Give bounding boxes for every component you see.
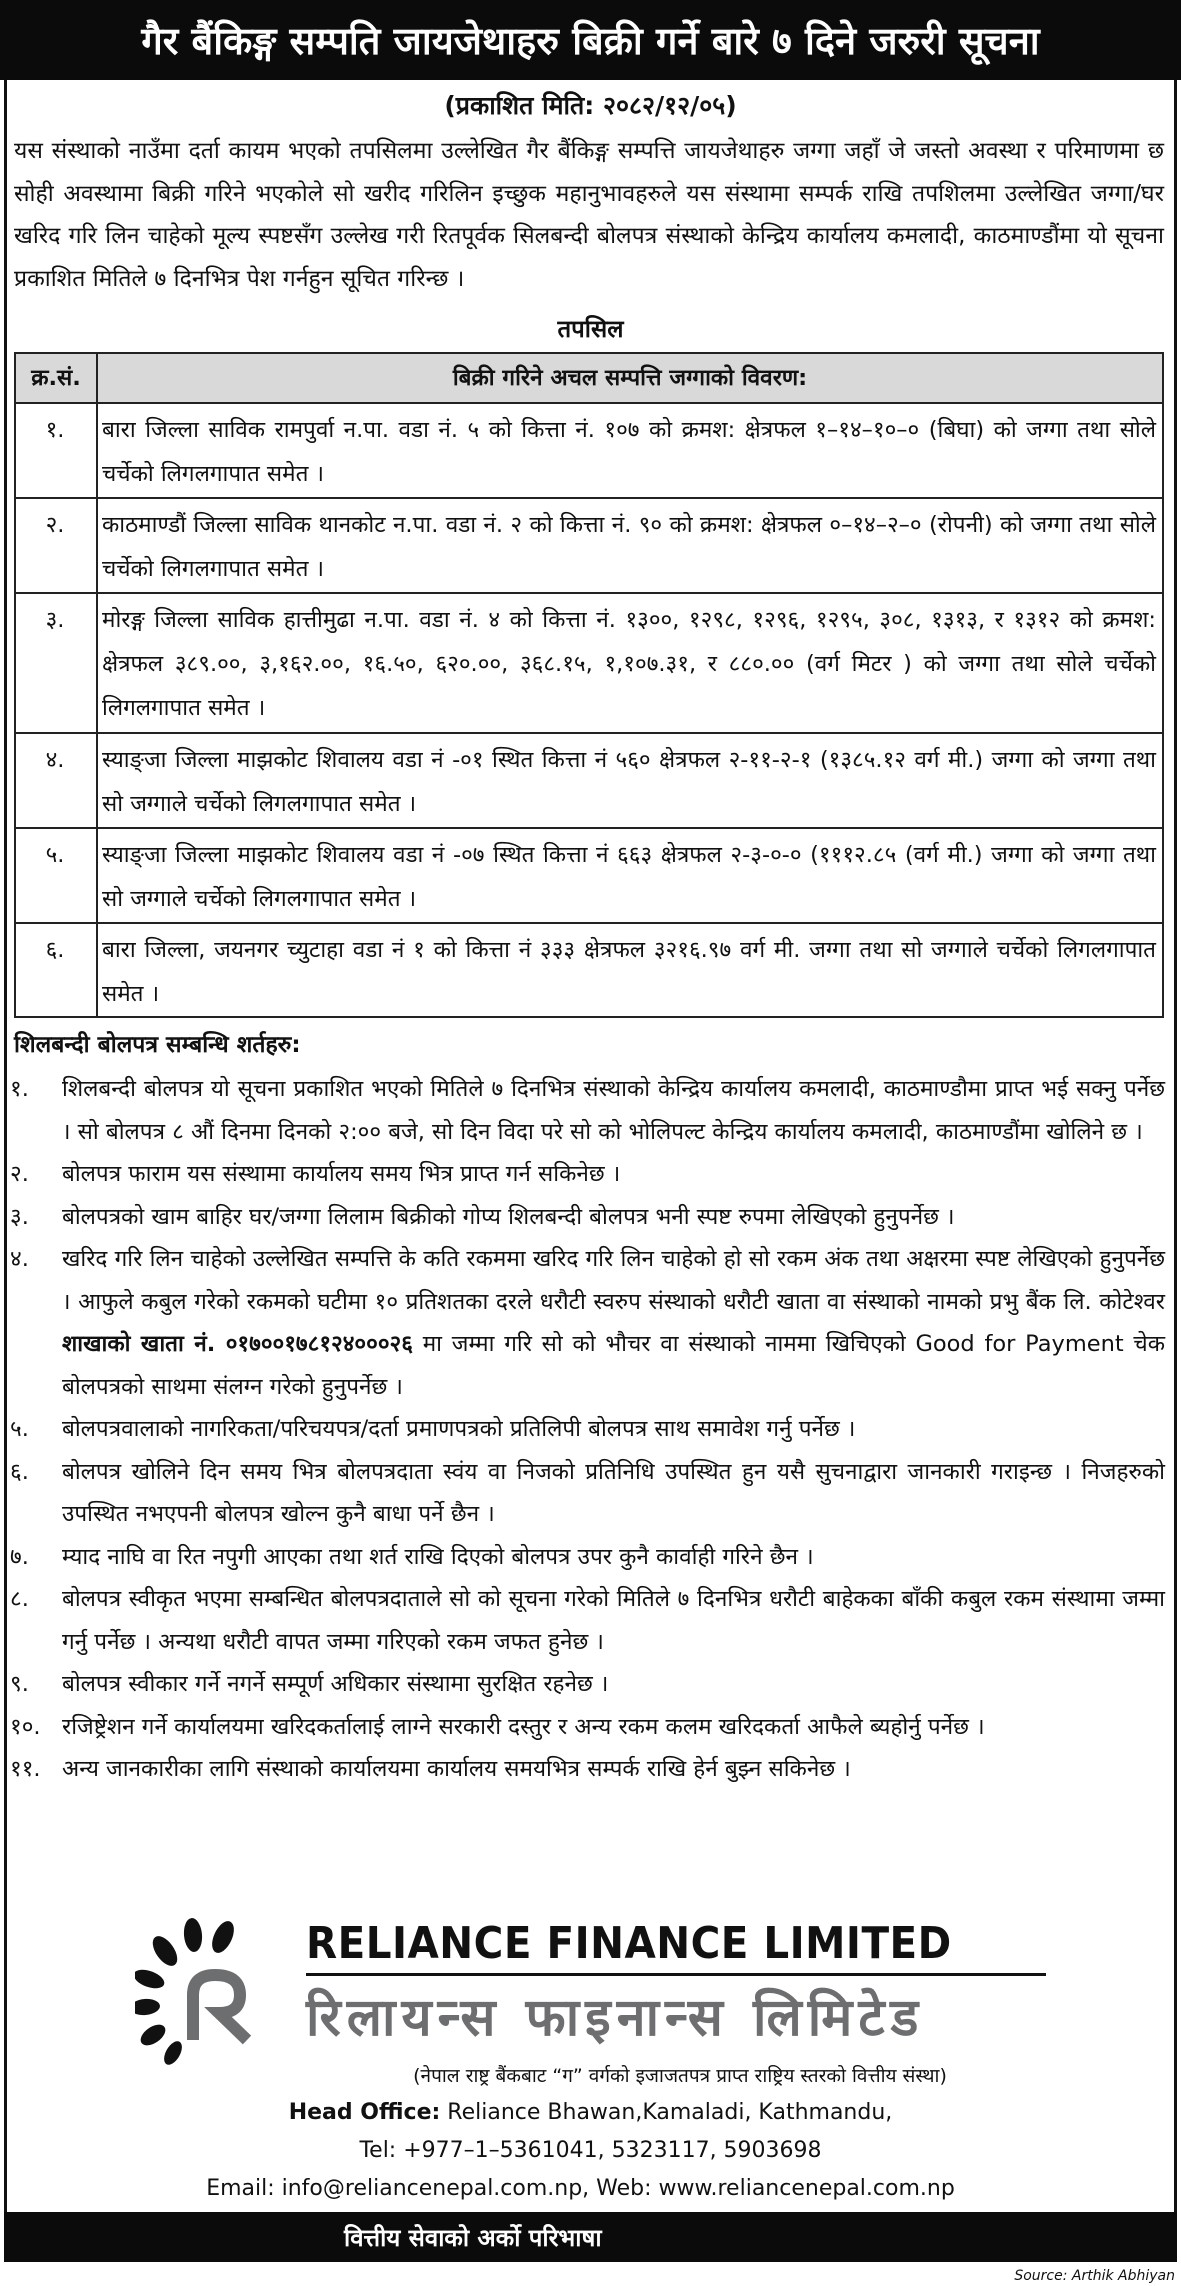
condition-item bbox=[10, 1238, 1165, 1408]
account-number: शाखाको खाता नं. ०१७००१७८१२४०००२६ bbox=[62, 1331, 413, 1357]
condition-text: बोलपत्र फाराम यस संस्थामा कार्यालय समय भित्र प्राप्त गर्न सकिनेछ । bbox=[62, 1161, 621, 1187]
row-sn: ६. bbox=[15, 923, 97, 1017]
condition-number: १. bbox=[10, 1076, 29, 1102]
notice-title: गैर बैंकिङ्ग सम्पति जायजेथाहरु बिक्री गर्ने बारे ७ दिने जरुरी सूचना bbox=[0, 0, 1181, 80]
published-date: (प्रकाशित मिति: २०८२/१२/०५) bbox=[444, 91, 737, 120]
condition-item bbox=[10, 1748, 1165, 1791]
row-desc: मोरङ्ग जिल्ला साविक हात्तीमुढा न.पा. वडा नं. ४ को कित्ता नं. १३००, १२९८, १२९६, १२९५, ३०८, १३१३, र १३१२ को क्रमश: क्षेत्रफल ३८९.००, ३,१६२.००, १६.५०, ६२०.००, ३६८.१५, १,१०७.३१, र ८८०.०० (वर्ग मिटर ) को जग्गा तथा सोले चर्चेको लिगलगापात समेत । bbox=[97, 593, 1163, 733]
tagline-bar bbox=[4, 2212, 1177, 2262]
head-office-label: Head Office: bbox=[288, 2100, 441, 2125]
reliance-logo-icon bbox=[135, 1915, 295, 2065]
condition-item bbox=[10, 1578, 1165, 1663]
condition-text: बोलपत्रको खाम बाहिर घर/जग्गा लिलाम बिक्रीको गोप्य शिलबन्दी बोलपत्र भनी स्पष्ट रुपमा लेखिएको हुनुपर्नेछ । bbox=[62, 1203, 955, 1230]
condition-text: म्याद नाघि वा रित नपुगी आएका तथा शर्त राखि दिएको बोलपत्र उपर कुनै कार्वाही गरिने छैन । bbox=[62, 1543, 814, 1570]
company-subtitle: (नेपाल राष्ट्र बैंकबाट “ग” वर्गको इजाजतपत्र प्राप्त राष्ट्रिय स्तरको वित्तीय संस्था) bbox=[413, 2065, 947, 2087]
condition-number: ७. bbox=[10, 1543, 29, 1570]
property-table bbox=[14, 352, 1164, 1018]
conditions-heading: शिलबन्दी बोलपत्र सम्बन्धि शर्तहरु: bbox=[14, 1032, 301, 1058]
condition-text: बोलपत्रवालाको नागरिकता/परिचयपत्र/दर्ता प्रमाणपत्रको प्रतिलिपी बोलपत्र साथ समावेश गर्नु पर्नेछ । bbox=[62, 1416, 856, 1442]
telephone: Tel: +977–1–5361041, 5323117, 5903698 bbox=[359, 2138, 822, 2163]
condition-number: १०. bbox=[10, 1713, 41, 1740]
row-desc: बारा जिल्ला साविक रामपुर्वा न.पा. वडा नं. ५ को कित्ता नं. १०७ को क्रमश: क्षेत्रफल १–१४–१०–० (बिघा) को जग्गा तथा सोले चर्चेको लिगलगापात समेत । bbox=[97, 403, 1163, 498]
condition-number: ९. bbox=[10, 1671, 29, 1697]
divider bbox=[306, 1973, 1046, 1976]
condition-number: ६. bbox=[10, 1458, 29, 1485]
condition-text bbox=[62, 1238, 1165, 1408]
row-sn: १. bbox=[15, 403, 97, 498]
row-desc: काठमाण्डौं जिल्ला साविक थानकोट न.पा. वडा नं. २ को कित्ता नं. ९० को क्रमश: क्षेत्रफल ०–१४–२–० (रोपनी) को जग्गा तथा सोले चर्चेको लिगलगापात समेत । bbox=[97, 498, 1163, 593]
email-web: Email: info@reliancenepal.com.np, Web: www.reliancenepal.com.np bbox=[206, 2176, 955, 2201]
table-row bbox=[15, 593, 1163, 733]
table-row bbox=[15, 733, 1163, 828]
row-sn: २. bbox=[15, 498, 97, 593]
condition-text-part: खरिद गरि लिन चाहेको उल्लेखित सम्पत्ति के कति रकममा खरिद गरि लिन चाहेको हो सो रकम अंक तथा अक्षरमा स्पष्ट लेखिएको हुनुपर्नेछ । आफुले कबुल गरेको रकमको घटीमा १० प्रतिशतका दरले धरौटी स्वरुप संस्थाको धरौटी खाता वा संस्थाको नामको प्रभु बैंक लि. कोटेश्वर bbox=[62, 1246, 1165, 1315]
table-header bbox=[15, 353, 1163, 403]
condition-item bbox=[10, 1408, 1165, 1451]
row-desc: बारा जिल्ला, जयनगर च्युटाहा वडा नं १ को कित्ता नं ३३३ क्षेत्रफल ३२१६.९७ वर्ग मी. जग्गा तथा सो जग्गाले चर्चेको लिगलगापात समेत । bbox=[97, 923, 1163, 1017]
table-row bbox=[15, 498, 1163, 593]
condition-number: ५. bbox=[10, 1416, 29, 1442]
conditions-list bbox=[10, 1068, 1165, 1791]
condition-text-part: मा जम्मा गरि सो को भौचर वा संस्थाको नाममा खिचिएको Good for Payment चेक बोलपत्रको साथमा संलग्न गरेको हुनुपर्नेछ । bbox=[62, 1331, 1165, 1400]
header-sn: क्र.सं. bbox=[15, 353, 97, 403]
header-description: बिक्री गरिने अचल सम्पत्ति जग्गाको विवरण: bbox=[97, 353, 1163, 403]
condition-item bbox=[10, 1153, 1165, 1196]
condition-item bbox=[10, 1706, 1165, 1749]
condition-number: ८. bbox=[10, 1586, 29, 1612]
condition-text: अन्य जानकारीका लागि संस्थाको कार्यालयमा कार्यालय समयभित्र सम्पर्क राखि हेर्न बुझ्न सकिनेछ । bbox=[62, 1756, 851, 1782]
table-row bbox=[15, 828, 1163, 923]
row-sn: ४. bbox=[15, 733, 97, 828]
condition-text: शिलबन्दी बोलपत्र यो सूचना प्रकाशित भएको मितिले ७ दिनभित्र संस्थाको केन्द्रिय कार्यालय कमलादी, काठमाण्डौमा प्राप्त भई सक्नु पर्नेछ । सो बोलपत्र ८ औं दिनमा दिनको २:०० बजे, सो दिन विदा परे सो को भोलिपल्ट केन्द्रिय कार्यालय कमलादी, काठमाण्डौंमा खोलिने छ । bbox=[62, 1076, 1165, 1145]
condition-item bbox=[10, 1663, 1165, 1706]
condition-text: बोलपत्र खोलिने दिन समय भित्र बोलपत्रदाता स्वंय वा निजको प्रतिनिधि उपस्थित हुन यसै सुचनाद्वारा जानकारी गराइन्छ । निजहरुको उपस्थित नभएपनी बोलपत्र खोल्न कुनै बाधा पर्ने छैन । bbox=[62, 1458, 1165, 1527]
condition-text: रजिष्ट्रेशन गर्ने कार्यालयमा खरिदकर्तालाई लाग्ने सरकारी दस्तुर र अन्य रकम कलम खरिदकर्ता आफैले ब्यहोर्नु पर्नेछ । bbox=[62, 1713, 985, 1740]
condition-item bbox=[10, 1068, 1165, 1153]
condition-number: २. bbox=[10, 1161, 29, 1187]
condition-number: ३. bbox=[10, 1203, 29, 1230]
condition-text: बोलपत्र स्वीकृत भएमा सम्बन्धित बोलपत्रदाताले सो को सूचना गरेको मितिले ७ दिनभित्र धरौटी बाहेकका बाँकी कबुल रकम संस्थामा जम्मा गर्नु पर्नेछ । अन्यथा धरौटी वापत जम्मा गरिएको रकम जफत हुनेछ । bbox=[62, 1586, 1165, 1655]
row-desc: स्याङ्जा जिल्ला माझकोट शिवालय वडा नं -०१ स्थित कित्ता नं ५६० क्षेत्रफल २-११-२-१ (१३८५.१२ वर्ग मी.) जग्गा को जग्गा तथा सो जग्गाले चर्चेको लिगलगापात समेत । bbox=[97, 733, 1163, 828]
condition-number: ४. bbox=[10, 1246, 29, 1272]
row-sn: ३. bbox=[15, 593, 97, 733]
row-desc: स्याङ्जा जिल्ला माझकोट शिवालय वडा नं -०७ स्थित कित्ता नं ६६३ क्षेत्रफल २-३-०-० (१११२.८५ (वर्ग मी.) जग्गा को जग्गा तथा सो जग्गाले चर्चेको लिगलगापात समेत । bbox=[97, 828, 1163, 923]
table-row bbox=[15, 403, 1163, 498]
table-row bbox=[15, 923, 1163, 1017]
condition-item bbox=[10, 1196, 1165, 1239]
head-office bbox=[0, 2100, 1181, 2125]
condition-number: ११. bbox=[10, 1756, 41, 1782]
condition-item bbox=[10, 1536, 1165, 1579]
intro-paragraph: यस संस्थाको नाउँमा दर्ता कायम भएको तपसिलमा उल्लेखित गैर बैंकिङ्ग सम्पत्ति जायजेथाहरु जग्गा जहाँ जे जस्तो अवस्था र परिमाणमा छ सोही अवस्थामा बिक्री गरिने भएकोले सो खरीद गरिलिन इच्छुक महानुभावहरुले यस संस्थामा सम्पर्क राखि तपशिलमा उल्लेखित जग्गा/घर खरिद गरि लिन चाहेको मूल्य स्पष्टसँग उल्लेख गरी रितपूर्वक सिलबन्दी बोलपत्र संस्थाको केन्द्रिय कार्यालय कमलादी, काठमाण्डौंमा यो सूचना प्रकाशित मितिले ७ दिनभित्र पेश गर्नहुन सूचित गरिन्छ । bbox=[14, 138, 1164, 292]
source-credit: Source: Arthik Abhiyan bbox=[1014, 2268, 1175, 2284]
company-name-english: RELIANCE FINANCE LIMITED bbox=[306, 1918, 952, 1969]
condition-item bbox=[10, 1451, 1165, 1536]
head-office-address: Reliance Bhawan,Kamaladi, Kathmandu, bbox=[440, 2100, 893, 2125]
schedule-heading: तपसिल bbox=[557, 315, 624, 343]
tagline: वित्तीय सेवाको अर्को परिभाषा bbox=[344, 2223, 602, 2252]
condition-text: बोलपत्र स्वीकार गर्ने नगर्ने सम्पूर्ण अधिकार संस्थामा सुरक्षित रहनेछ । bbox=[62, 1671, 609, 1697]
company-name-nepali: रिलायन्स फाइनान्स लिमिटेड bbox=[306, 1988, 925, 2048]
row-sn: ५. bbox=[15, 828, 97, 923]
